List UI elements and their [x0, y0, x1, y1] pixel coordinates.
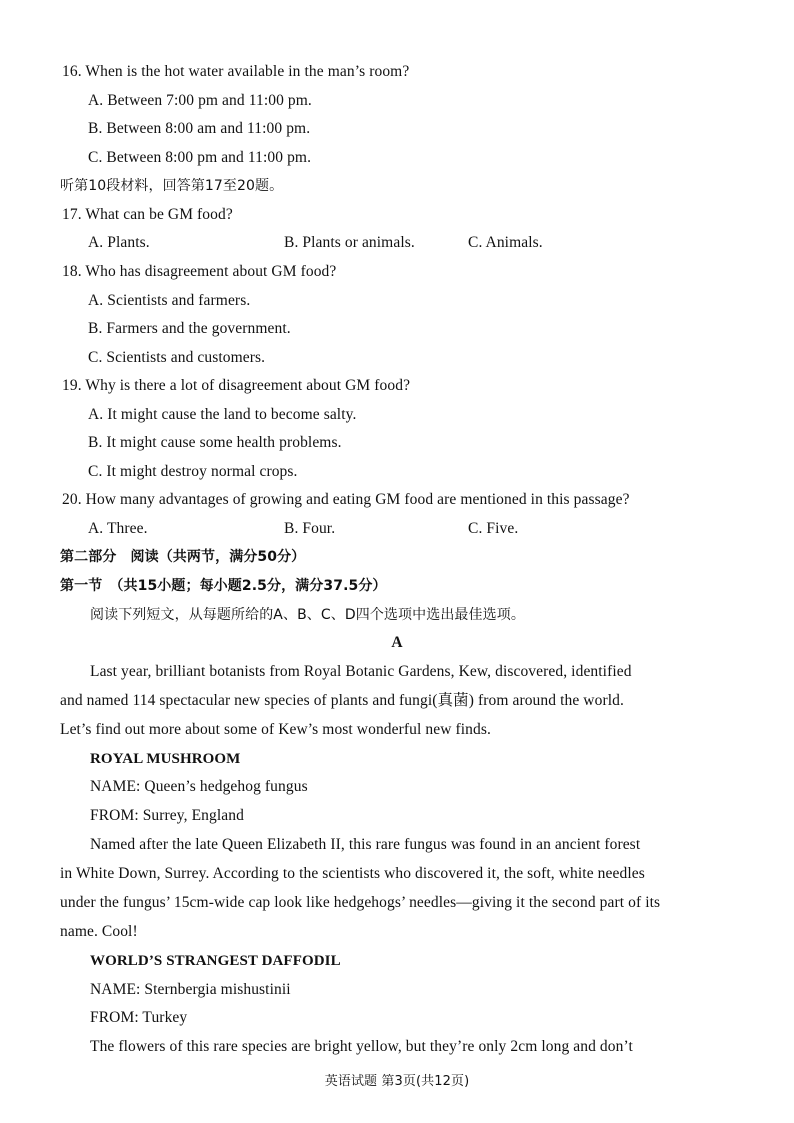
- daffodil-heading: WORLD’S STRANGEST DAFFODIL: [90, 953, 341, 969]
- royal-mushroom-paragraph-cont-3: [60, 917, 731, 946]
- intro-paragraph-cont-2: [60, 715, 731, 744]
- question-17-option-a: A. Plants.: [88, 234, 150, 251]
- royal-mushroom-line-4: name. Cool!: [60, 923, 138, 940]
- royal-mushroom-name: NAME: Queen’s hedgehog fungus: [90, 778, 308, 795]
- royal-mushroom-line-2: in White Down, Surrey. According to the scientists who discovered it, the soft, white needles: [60, 865, 645, 882]
- question-18-option-c: C. Scientists and customers.: [88, 349, 266, 366]
- intro-line-1: Last year, brilliant botanists from Royal Botanic Gardens, Kew, discovered, identified: [90, 663, 632, 680]
- royal-mushroom-paragraph: [60, 830, 731, 859]
- question-19: 19. Why is there a lot of disagreement about GM food?: [62, 377, 411, 394]
- royal-mushroom-paragraph-cont-1: [60, 859, 731, 888]
- question-18: 18. Who has disagreement about GM food?: [62, 263, 337, 280]
- question-17-option-b: B. Plants or animals.: [284, 234, 415, 251]
- royal-mushroom-from: FROM: Surrey, England: [90, 807, 244, 824]
- question-20: 20. How many advantages of growing and eating GM food are mentioned in this passage?: [62, 491, 630, 508]
- question-20-options: [0, 519, 794, 539]
- question-16-option-a: A. Between 7:00 pm and 11:00 pm.: [88, 92, 312, 109]
- page-footer: 英语试题 第3页(共12页): [324, 1074, 470, 1089]
- question-17-option-c: C. Animals.: [468, 234, 543, 251]
- reading-instruction: 阅读下列短文，从每题所给的A、B、C、D四个选项中选出最佳选项。: [90, 607, 525, 623]
- daffodil-line-1: The flowers of this rare species are bright yellow, but they’re only 2cm long and don’t: [90, 1038, 633, 1055]
- daffodil-from: FROM: Turkey: [90, 1009, 188, 1026]
- passage-letter: A: [391, 634, 403, 651]
- royal-mushroom-line-1: Named after the late Queen Elizabeth II, this rare fungus was found in an ancient forest: [90, 836, 641, 853]
- daffodil-paragraph: [60, 1032, 731, 1061]
- question-19-option-c: C. It might destroy normal crops.: [88, 463, 298, 480]
- intro-line-3: Let’s find out more about some of Kew’s most wonderful new finds.: [60, 721, 491, 738]
- question-18-option-a: A. Scientists and farmers.: [88, 292, 251, 309]
- part-two-title: 第二部分 阅读（共两节，满分50分）: [60, 549, 306, 565]
- royal-mushroom-line-3: under the fungus’ 15cm-wide cap look like hedgehogs’ needles—giving it the second part of its: [60, 894, 661, 911]
- question-19-option-b: B. It might cause some health problems.: [88, 434, 342, 451]
- question-16-option-b: B. Between 8:00 am and 11:00 pm.: [88, 120, 311, 137]
- section-one-title: 第一节 （共15小题；每小题2.5分，满分37.5分）: [60, 578, 387, 594]
- royal-mushroom-paragraph-cont-2: [60, 888, 731, 917]
- royal-mushroom-heading: ROYAL MUSHROOM: [90, 751, 241, 767]
- question-19-option-a: A. It might cause the land to become salty.: [88, 406, 357, 423]
- question-17-options: [0, 233, 794, 253]
- intro-paragraph-cont-1: [60, 686, 731, 715]
- intro-line-2: and named 114 spectacular new species of plants and fungi(真菌) from around the world.: [60, 692, 624, 709]
- intro-paragraph: [60, 657, 731, 686]
- question-20-option-c: C. Five.: [468, 520, 519, 537]
- daffodil-name: NAME: Sternbergia mishustinii: [90, 981, 291, 998]
- question-18-option-b: B. Farmers and the government.: [88, 320, 291, 337]
- question-20-option-a: A. Three.: [88, 520, 148, 537]
- question-16-option-c: C. Between 8:00 pm and 11:00 pm.: [88, 149, 312, 166]
- question-16: 16. When is the hot water available in the man’s room?: [62, 63, 410, 80]
- question-17: 17. What can be GM food?: [62, 206, 233, 223]
- section-10-instruction: 听第10段材料，回答第17至20题。: [60, 178, 284, 194]
- question-20-option-b: B. Four.: [284, 520, 336, 537]
